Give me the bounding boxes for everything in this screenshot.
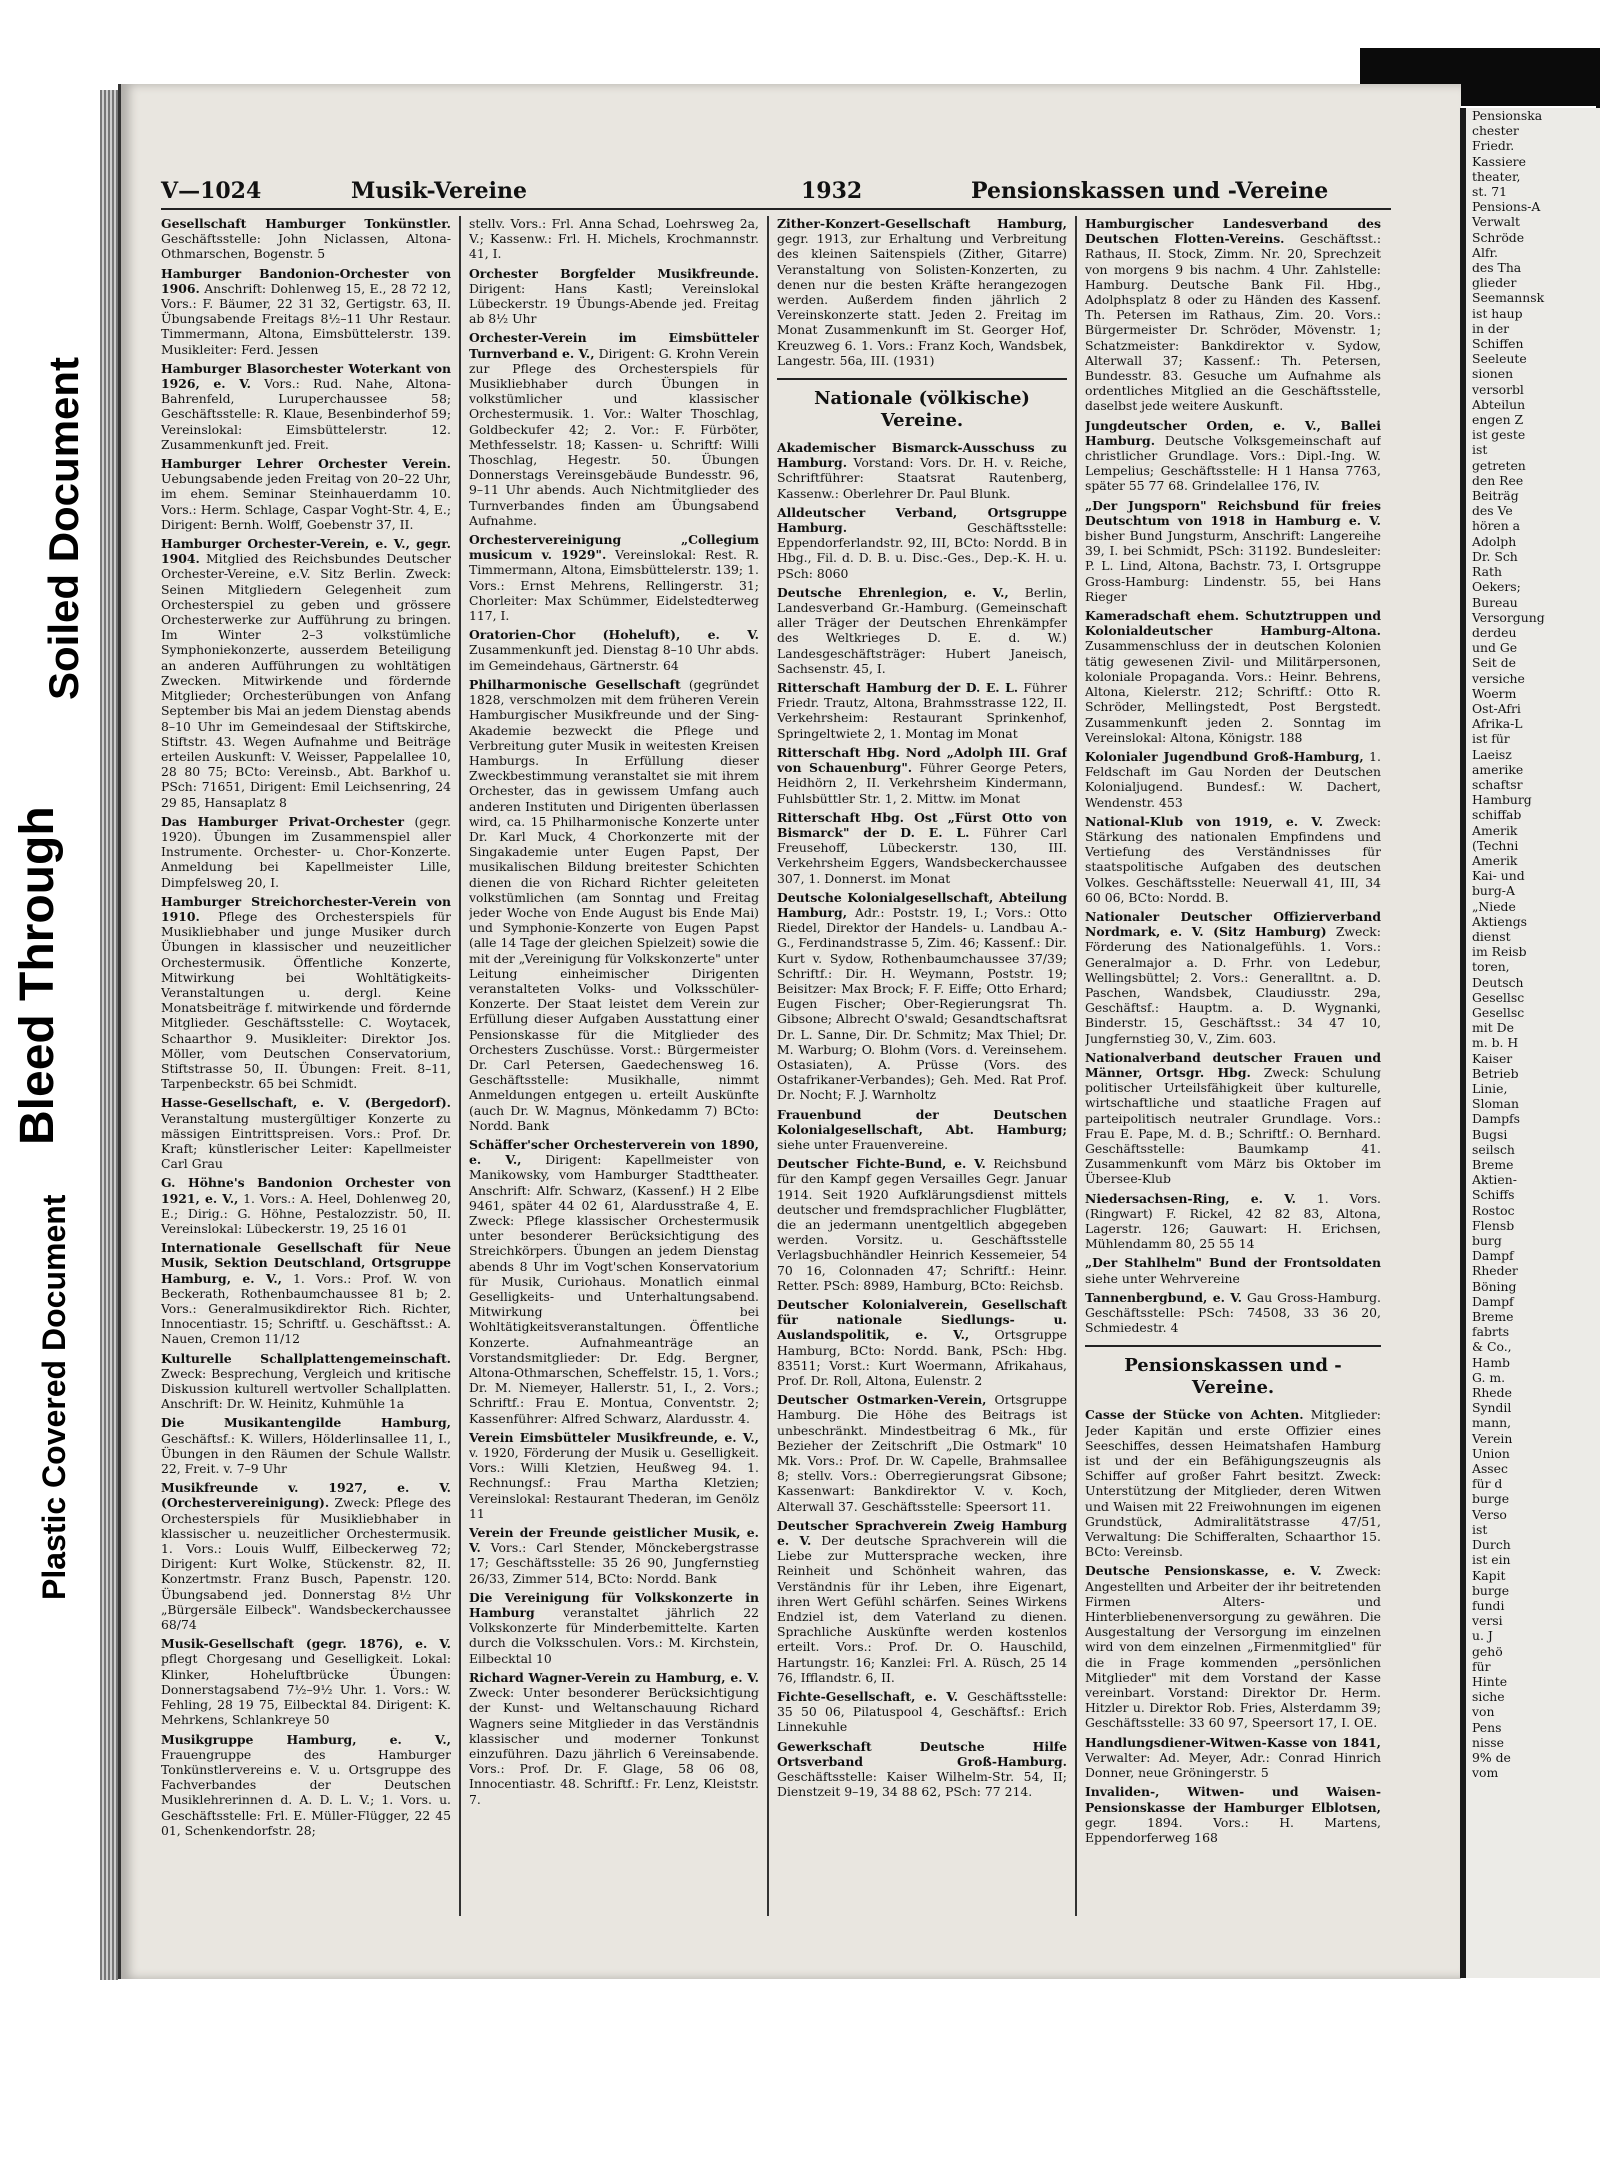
directory-entry	[777, 890, 1067, 1103]
entry-text: Pflege des Orchesterspiels für Musikliebhaber und junge Musiker durch Übungen in klassischer und neuzeitlicher Orchestermusik. Öffentliche Konzerte, Mitwirkung bei Wohltätigkeits-Veranstaltungen u. dergl. Keine Monatsbeiträge f. mitwirkende und fördernde Mitglieder. Geschäftsstelle: C. Woytacek, Schaarthor 9. Musikleiter: Direktor Jos. Möller, vom Deutschen Conservatorium, Stiftstrasse 50, II. Übungen: Freit. 8–11, Tarpenbeckstr. 65 bei Schmidt.	[161, 908, 451, 1092]
entry-text: Zweck: Unter besonderer Berücksichtigung der Kunst- und Weltanschauung Richard Wagners seine Mitglieder in das Verständnis klassischer und moderner Tonkunst einzuführen. Dazu jährlich 6 Vereinsabende. Vors.: Prof. Dr. F. Glage, 58 06 08, Innocentiastr. 48. Schriftf.: Fr. Lenz, Kleiststr. 7.	[469, 1685, 759, 1807]
fragment-line: Hinte	[1472, 1673, 1508, 1689]
fragment-line: hören a	[1472, 518, 1521, 534]
directory-entry	[777, 216, 1067, 368]
fragment-line: Breme	[1472, 1157, 1514, 1173]
fragment-line: Gesellsc	[1472, 1004, 1525, 1020]
fragment-line: burge	[1472, 1582, 1510, 1598]
column-4	[1085, 216, 1381, 1916]
fragment-line: Bugsi	[1472, 1126, 1508, 1142]
entry-name: Ritterschaft Hbg. Nord „Adolph III. Graf von Schauenburg".	[777, 744, 1067, 776]
scanned-page	[118, 84, 1461, 1979]
entry-text: Geschäftsf.: K. Willers, Hölderlinsallee 11, I., Übungen in den Räumen der Schule Wallstr. 22, Freit. v. 7–9 Uhr	[161, 1430, 451, 1477]
directory-entry	[1085, 1563, 1381, 1730]
fragment-line: chester	[1472, 123, 1519, 139]
entry-text: Dirigent: G. Krohn Verein zur Pflege des Orchesterspiels für Musikliebhaber durch Übungen in volkstümlicher und klassischer Orchestermusik. 1. Vor.: Walter Thoschlag, Goldbeckufer 42; 2. Vor.: F. Fürböter, Methfesselstr. 18; Kassen- u. Schriftf: Willi Thoschlag, Hegestr. 50. Übungen Donnerstags Vereinsgebäude Bundesstr. 96, 9–11 Uhr abends. Auch Nichtmitglieder des Turnverbandes finden am Übungsabend Aufnahme.	[469, 345, 759, 528]
entry-text: pflegt Chorgesang und Geselligkeit. Lokal: Klinker, Hoheluftbrücke Übungen: Donnerstagsabend 7½–9½ Uhr. 1. Vors.: W. Fehling, 28 19 75, Eilbecktal 84. Dirigent: K. Mehrkens, Schlankreye 50	[161, 1651, 451, 1728]
directory-entry	[161, 1351, 451, 1412]
entry-name: Orchester Borgfelder Musikfreunde.	[469, 265, 759, 281]
fragment-line: Rath	[1472, 564, 1502, 580]
fragment-line: Rheder	[1472, 1263, 1518, 1279]
fragment-line: Dampf	[1472, 1293, 1514, 1309]
fragment-line: vom	[1472, 1765, 1499, 1781]
directory-entry	[1085, 1735, 1381, 1781]
fragment-line: glieder	[1472, 275, 1517, 291]
fragment-line: G. m.	[1472, 1369, 1506, 1385]
fragment-line: st. 71	[1472, 184, 1507, 200]
directory-entry	[1085, 1784, 1381, 1845]
directory-entry	[161, 1415, 451, 1476]
fragment-line: Union	[1472, 1445, 1510, 1461]
entry-text: Mitglied des Reichsbundes Deutscher Orchester-Vereine, e.V. Sitz Berlin. Zweck: Seinen Mitgliedern Gelegenheit zum Orchesterspiel zu geben und grössere Orchesterwerke zur Aufführung zu bringen. Im Winter 2–3 volkstümliche Symphoniekonzerte, ausserdem Beteiligung an anderen Aufführungen zu wohltätigen Zwecken. Mitwirkende und fördernde Mitglieder; Orchesterübungen von Anfang September bis Mai an jedem Dienstag abends 8–10 Uhr im Gemeindesaal der Stiftskirche, Stiftstr. 43. Wegen Aufnahme und Beiträge erteilen Auskunft: V. Weisser, Pappelallee 10, 28 80 75; BCto: Vereinsb., Abt. Barkhof u. PSch: 71651, Dirigent: Emil Leichsenring, 24 29 85, Hansaplatz 8	[161, 551, 451, 810]
fragment-line: (Techni	[1472, 837, 1519, 853]
entry-name: Verein der Freunde geistlicher Musik, e. V.	[469, 1525, 759, 1556]
entry-name: Casse der Stücke von Achten.	[1085, 1407, 1304, 1423]
directory-entry	[469, 1670, 759, 1807]
directory-entry	[469, 677, 759, 1133]
section-title: Pensionskassen und -Vereine.	[1085, 1345, 1381, 1399]
entry-name: Ritterschaft Hamburg der D. E. L.	[777, 680, 1019, 696]
fragment-line: Gesellsc	[1472, 989, 1525, 1005]
directory-entry	[469, 216, 759, 262]
header-year: 1932	[801, 178, 863, 204]
directory-entry	[1085, 1050, 1381, 1187]
fragment-line: Verwalt	[1472, 214, 1521, 230]
fragment-line: Friedr.	[1472, 138, 1515, 154]
entry-text: Der deutsche Sprachverein will die Liebe zur Muttersprache wecken, ihre Reinheit und Schönheit wahren, das Verständnis für ihr Leben, ihre Eigenart, ihren Wert Gefühl schärfen. Seines Wirkens Endziel ist, dem Vaterland zu dienen. Sprachliche Auskünfte werden kostenlos erteilt. Vors.: Prof. Dr. O. Hauschild, Hartungstr. 16; Kanzlei: Frl. A. Rüsch, 25 14 76, Ifflandstr. 6, II.	[777, 1533, 1067, 1685]
entry-text: v. 1920, Förderung der Musik u. Geselligkeit. Vors.: Willi Kletzien, Heußweg 94. 1. Rechnungsf.: Frau Martha Kletzien; Vereinslokal: Restaurant Thederan, im Genölz 11	[469, 1445, 759, 1521]
entry-name: Deutscher Kolonialverein, Gesellschaft für nationale Siedlungs- u. Auslandspolitik, e. V.,	[777, 1297, 1067, 1343]
fragment-line: ist	[1472, 1521, 1488, 1537]
fragment-line: dienst	[1472, 928, 1511, 944]
fragment-line: Seit de	[1472, 655, 1516, 671]
entry-text: Mitglieder: Jeder Kapitän und erste Offizier eines Seeschiffes, dessen Heimatshafen Hamburg ist und der ein Befähigungszeugnis als Schiffer auf großer Fahrt besitzt. Zweck: Unterstützung der Mitglieder, deren Witwen und Waisen mit 22 Freiwohnungen im eigenen Grundstück, Admiralitätstrasse 47/51, Verwaltung: Die Schifferalten, Schaarthor 15. BCto: Vereinsb.	[1085, 1407, 1381, 1560]
directory-entry	[1085, 216, 1381, 414]
entry-text: Frauengruppe des Hamburger Tonkünstlervereins e. V. u. Ortsgruppe des Fachverbandes der Deutschen Musiklehrerinnen d. A. D. L. V.; 1. Vors. u. Geschäftsstelle: Frl. E. Müller-Flügger, 22 45 01, Schenkendorfstr. 28;	[161, 1746, 451, 1838]
directory-entry	[161, 216, 451, 262]
entry-text: Deutsche Volksgemeinschaft auf christlicher Grundlage. Vors.: Dipl.-Ing. W. Lempelius; Geschäftsstelle: H 1 Hansa 7763, später 55 77 68. Grindelallee 176, IV.	[1085, 432, 1381, 494]
fragment-line: Rostoc	[1472, 1202, 1515, 1218]
fragment-line: Sloman	[1472, 1096, 1520, 1112]
fragment-line: Rhede	[1472, 1385, 1512, 1401]
directory-entry	[777, 1156, 1067, 1293]
entry-text: (gegr. 1920). Übungen im Zusammenspiel aller Instrumente. Orchester- u. Chor-Konzerte. Anmeldung bei Kapellmeister Lille, Dimpfelsweg 20, I.	[161, 813, 451, 890]
entry-text: 1. Vors. (Ringwart) F. Rickel, 42 82 83, Altona, Lagerstr. 126; Gauwart: H. Erichsen, Mühlendamm 80, 25 55 14	[1085, 1190, 1381, 1252]
directory-entry	[777, 810, 1067, 886]
label-soiled-document: Soiled Document	[40, 356, 87, 700]
entry-name: Deutsche Ehrenlegion, e. V.,	[777, 584, 1009, 600]
fragment-line: des Ve	[1472, 503, 1513, 519]
entry-name: Gesellschaft Hamburger Tonkünstler.	[161, 216, 451, 231]
fragment-line: Schiffen	[1472, 336, 1524, 352]
directory-entry	[161, 266, 451, 357]
entry-text: Geschäftsst.: Rathaus, II. Stock, Zimm. Nr. 20, Sprechzeit von morgens 9 bis nachm. 4 Uhr. Zahlstelle: Hamburg. Deutsche Bank Fil. Hbg., Adolphsplatz 8 oder zu Händen des Kassenf. Th. Petersen im Rathaus, Zim. 20. Vors.: Bürgermeister Dr. Schröder, Mövenstr. 1; Schatzmeister: Bankdirektor v. Sydow, Alterwall 37; Kassenf.: Th. Petersen, Bundesstr. 83. Gesuche um Aufnahme als ordentliches Mitglied an die Geschäftsstelle, daselbst jede weitere Auskunft.	[1085, 231, 1381, 414]
fragment-line: u. J	[1472, 1628, 1493, 1644]
fragment-line: Aktien-	[1472, 1172, 1517, 1188]
entry-text: gegr. 1913, zur Erhaltung und Verbreitung des kleinen Saitenspiels (Zither, Gitarre) Veranstaltung von Solisten-Konzerten, zu denen nur die besten Kräfte herangezogen werden. Außerdem finden jährlich 2 Vereinskonzerte statt. Jeden 2. Freitag im Monat Zusammenkunft im St. Georger Hof, Kreuzweg 6. 1. Vors.: Franz Koch, Wandsbek, Langestr. 56a, III. (1931)	[777, 231, 1067, 368]
directory-entry	[469, 1590, 759, 1666]
entry-text: Geschäftsstelle: John Niclassen, Altona-Othmarschen, Bogenstr. 5	[161, 231, 451, 262]
entry-name: Deutsche Pensionskasse, e. V.	[1085, 1563, 1322, 1579]
directory-entry	[777, 1518, 1067, 1685]
entry-text: (gegründet 1828, verschmolzen mit dem früheren Verein Hamburgischer Musikfreunde und der Sing-Akademie bezweckt die Pflege und Verbreitung guter Musik in weitesten Kreisen Hamburgs. In Erfüllung dieser Zweckbestimmung veranstaltet sie mit ihrem Orchester, das in gewissem Umfang auch anderen Instituten und Dirigenten überlassen wird, ca. 15 Philharmonische Konzerte unter Dr. Karl Muck, 4 Chorkonzerte mit der Singakademie unter Eugen Papst, Der musikalischen Bildung breitester Schichten dienen die von Richard Richter geleiteten volkstümlichen (am Sonntag und Freitag jeder Woche von Ende August bis Ende Mai) und Symphonie-Konzerte von Eugen Papst (alle 14 Tage der gleichen Spielzeit) sowie die mit der „Vereinigung für Volkskonzerte" unter Leitung einheimischer Dirigenten veranstalteten Volks- und Volksschüler-Konzerte. Der Staat leistet dem Verein zur Erfüllung dieser Aufgaben Ausstattung einer Pensionskasse für die Mitglieder des Orchesters Zuschüsse. Vorst.: Bürgermeister Dr. Carl Petersen, Gaedechensweg 16. Geschäftsstelle: Musikhalle, nimmt Anmeldungen entgegen u. erteilt Auskünfte (auch Dr. W. Magnus, Mönkedamm 7) BCto: Nordd. Bank	[469, 676, 759, 1133]
fragment-line: Schröde	[1472, 229, 1525, 245]
directory-entry	[469, 1525, 759, 1586]
entry-text: Zweck: Besprechung, Vergleich und kritische Diskussion kulturell wertvoller Schallplatten. Anschrift: Dr. W. Heinitz, Kuhmühle 1a	[161, 1365, 451, 1412]
fragment-line: „Niede	[1472, 898, 1516, 914]
directory-entry	[161, 361, 451, 452]
entry-name: Verein Eimsbütteler Musikfreunde, e. V.,	[469, 1429, 759, 1445]
entry-name: „Der Jungsporn" Reichsbund für freies Deutschtum von 1918 in Hamburg e. V.	[1085, 497, 1381, 528]
directory-entry	[777, 1689, 1067, 1735]
entry-text: Vors.: Rud. Nahe, Altona-Bahrenfeld, Luruperchaussee 58; Geschäftsstelle: R. Klaue, Besenbinderhof 59; Vereinslokal: Eimsbüttelerstr. 12. Zusammenkunft jed. Freit.	[161, 376, 451, 452]
section-title: Nationale (völkische) Vereine.	[777, 378, 1067, 432]
entry-text: Zweck: Schulung politischer Urteilsfähigkeit über kulturelle, wirtschaftliche und staatliche Fragen auf parteipolitisch neutraler Grundlage. Vors.: Frau E. Pape, M. d. B.; Schriftf.: O. Bernhard. Geschäftsstelle: Baumkamp 41. Zusammenkunft vom März bis Oktober im Übersee-Klub	[1085, 1064, 1381, 1187]
fragment-line: für	[1472, 1658, 1491, 1674]
entry-text: Vorstand: Vors. Dr. H. v. Reiche, Schriftführer: Staatsrat Rautenberg, Kassenw.: Oberlehrer Dr. Paul Blunk.	[777, 455, 1067, 501]
entry-text: Anschrift: Dohlenweg 15, E., 28 72 12, Vors.: F. Bäumer, 22 31 32, Gertigstr. 63, II. Übungsabende Freitags 8½–11 Uhr Restaur. Timmermann, Altona, Eimsbüttelerstr. 139. Musikleiter: Ferd. Jessen	[161, 280, 451, 357]
directory-entry	[161, 1480, 451, 1632]
entry-name: Gewerkschaft Deutsche Hilfe Ortsverband Groß-Hamburg.	[777, 1738, 1067, 1769]
directory-entry	[161, 1095, 451, 1171]
directory-entry	[1085, 749, 1381, 810]
fragment-line: fundi	[1472, 1597, 1505, 1613]
entry-name: Zither-Konzert-Gesellschaft Hamburg,	[777, 216, 1067, 231]
fragment-line: Betrieb	[1472, 1065, 1519, 1081]
entry-text: veranstaltet jährlich 22 Volkskonzerte für Minderbemittelte. Karten durch die Volksschulen. Vors.: M. Kirchstein, Eilbecktal 10	[469, 1605, 759, 1666]
fragment-line: und Ge	[1472, 640, 1518, 656]
fragment-line: ist geste	[1472, 427, 1526, 443]
fragment-line: Afrika-L	[1472, 716, 1523, 732]
fragment-line: Deutsch	[1472, 974, 1524, 990]
entry-name: Akademischer Bismarck-Ausschuss zu Hamburg.	[777, 440, 1067, 471]
directory-entry	[1085, 909, 1381, 1046]
entry-text: Zusammenschluss der in deutschen Kolonien tätig gewesenen Zivil- und Militärpersonen, koloniale Propaganda. Vors.: Heinr. Behrens, Altona, Kielerstr. 212; Schriftf.: Otto R. Schröder, Mellingstedt, Post Bergstedt. Zusammenkunft jeden 2. Sonntag im Vereinslokal: Altona, Königstr. 188	[1085, 638, 1381, 745]
entry-name: Hamburger Blasorchester Woterkant von 1926, e. V.	[161, 360, 451, 392]
directory-entry	[469, 330, 759, 528]
column-1	[161, 216, 451, 1916]
entry-text: Zweck: Pflege des Orchesterspiels für Musikliebhaber in klassischer u. neuzeitlicher Orchestermusik. 1. Vors.: Louis Wulff, Eilbeckerweg 72; Dirigent: Kurt Wolke, Stückenstr. 82, II. Konzertmstr. Franz Busch, Papenstr. 120. Übungsabend jed. Donnerstag 8½ Uhr „Bürgersäle Eilbeck". Wandsbeckerchaussee 68/74	[161, 1495, 451, 1633]
entry-name: Hamburger Lehrer Orchester Verein.	[161, 456, 451, 472]
fragment-line: Flensb	[1472, 1217, 1515, 1233]
fragment-line: Adolph	[1472, 533, 1517, 549]
directory-entry	[777, 1297, 1067, 1388]
fragment-line: Breme	[1472, 1309, 1514, 1325]
entry-name: Deutscher Ostmarken-Verein,	[777, 1392, 987, 1408]
fragment-line: amerike	[1472, 761, 1524, 777]
entry-name: Musik-Gesellschaft (gegr. 1876), e. V.	[161, 1636, 451, 1652]
fragment-line: Amerik	[1472, 852, 1518, 868]
entry-text: Gau Gross-Hamburg. Geschäftsstelle: PSch: 74508, 33 36 20, Schmiedestr. 4	[1085, 1289, 1381, 1336]
fragment-line: Linie,	[1472, 1081, 1508, 1096]
entry-text: Geschäftsstelle: 35 50 06, Pilatuspool 4, Geschäftsf.: Erich Linnekuhle	[777, 1689, 1067, 1735]
column-2	[469, 216, 759, 1916]
entry-text: Uebungsabende jeden Freitag von 20–22 Uhr, im ehem. Seminar Steinhauerdamm 10. Vors.: Herm. Schlage, Caspar Voght-Str. 4, E.; Dirigent: Bernh. Wolff, Goebenstr 37, II.	[161, 471, 451, 532]
fragment-line: Dampfs	[1472, 1111, 1520, 1127]
entry-name: Deutsche Kolonialgesellschaft, Abteilung Hamburg,	[777, 889, 1067, 920]
directory-entry	[777, 585, 1067, 676]
fragment-line: versiche	[1472, 670, 1525, 686]
directory-entry	[1085, 1255, 1381, 1285]
fragment-line: Versorgung	[1472, 609, 1545, 625]
fragment-line: Pensions-A	[1472, 199, 1541, 215]
fragment-line: burg-A	[1472, 883, 1515, 899]
directory-entry	[161, 536, 451, 810]
directory-entry	[1085, 498, 1381, 604]
running-header	[161, 172, 1391, 210]
fragment-line: Laeisz	[1472, 746, 1512, 762]
fragment-line: fabrts	[1472, 1324, 1510, 1340]
fragment-line: ist ein	[1472, 1552, 1511, 1568]
adjacent-page-fragment	[1460, 108, 1600, 1978]
entry-name: Die Musikantengilde Hamburg,	[161, 1415, 451, 1431]
fragment-line: Aktiengs	[1472, 913, 1528, 929]
fragment-line: Kai- und	[1472, 868, 1525, 884]
entry-name: Invaliden-, Witwen- und Waisen-Pensionskasse der Hamburger Elblotsen,	[1085, 1784, 1381, 1815]
label-bleed-through: Bleed Through	[11, 806, 64, 1145]
directory-entry	[1085, 814, 1381, 905]
fragment-line: ist	[1472, 442, 1488, 458]
entry-text: Geschäftsstelle: Kaiser Wilhelm-Str. 54, II; Dienstzeit 9–19, 34 88 62, PSch: 77 214.	[777, 1769, 1067, 1800]
entry-name: Jungdeutscher Orden, e. V., Ballei Hamburg.	[1085, 417, 1381, 448]
entry-name: Kolonialer Jugendbund Groß-Hamburg,	[1085, 748, 1364, 764]
entry-name: Handlungsdiener-Witwen-Kasse von 1841,	[1085, 1734, 1381, 1750]
entry-name: Deutscher Sprachverein Zweig Hamburg e. V.	[777, 1517, 1067, 1549]
entry-text: Berlin, Landesverband Gr.-Hamburg. (Gemeinschaft aller Träger der Deutschen Ehrenkämpfer des Weltkrieges D. E. d. W.) Landesgeschäftsträger: Hubert Janeisch, Sachsenstr. 45, I.	[777, 584, 1067, 676]
entry-name: Musikfreunde v. 1927, e. V. (Orchestervereinigung).	[161, 1480, 451, 1511]
directory-entry	[469, 1137, 759, 1426]
fragment-line: Schiffs	[1472, 1187, 1515, 1203]
fragment-line: mit De	[1472, 1020, 1514, 1036]
entry-text: Dirigent: Kapellmeister von Manikowsky, vom Hamburger Stadttheater. Anschrift: Alfr. Schwarz, (Kassenf.) H 2 Elbe 9461, später 44 02 61, Alardusstraße 4, E. Zweck: Pflege klassischer Orchestermusik unter besonderer Berücksichtigung des Streichkörpers. Übungen an jedem Dienstag abends 8 Uhr im Vogt'schen Konservatorium für Musik, Curiohaus. Monatlich einmal Geselligkeits- und Unterhaltungsabend. Mitwirkung bei Wohltätigkeitsveranstaltungen. Öffentliche Konzerte. Aufnahmeanträge an Vorstandsmitglieder: Dr. Edg. Bergner, Altona-Othmarschen, Scheffelstr. 15, 1. Vors.; Dr. M. Niemeyer, Hallerstr. 51, I., 2. Vors.; Schriftf.: Frau E. Montua, Conventstr. 2; Kassenführer: Alfred Schwarz, Alardusstr. 4.	[469, 1152, 759, 1426]
fragment-line: seilsch	[1472, 1141, 1515, 1157]
entry-text: Zweck: Stärkung des nationalen Empfindens und Vertiefung des Verständnisses für staatspolitische Aufgaben des deutschen Volkes. Geschäftsstelle: Neuerwall 41, III, 34 60 06, BCto: Nordd. B.	[1085, 813, 1381, 905]
entry-name: Deutscher Fichte-Bund, e. V.	[777, 1156, 986, 1172]
column-rule-3	[1075, 216, 1077, 1916]
entry-name: Hamburger Streichorchester-Verein von 1910.	[161, 893, 451, 924]
column-rule-1	[459, 216, 461, 1916]
entry-name: G. Höhne's Bandonion Orchester von 1921, e. V.,	[161, 1175, 451, 1206]
column-rule-2	[767, 216, 769, 1916]
entry-name: Kameradschaft ehem. Schutztruppen und Kolonialdeutscher Hamburg-Altona.	[1085, 608, 1381, 639]
fragment-line: Bureau	[1472, 594, 1518, 610]
fragment-line: im Reisb	[1472, 944, 1527, 960]
fragment-line: Kapit	[1472, 1567, 1506, 1583]
entry-text: siehe unter Wehrvereine	[1085, 1270, 1240, 1286]
directory-entry	[1085, 1191, 1381, 1252]
entry-name: Schäffer'scher Orchesterverein von 1890, e. V.,	[469, 1136, 759, 1168]
entry-name: Philharmonische Gesellschaft	[469, 676, 681, 692]
fragment-line: Pens	[1472, 1719, 1502, 1735]
directory-entry	[1085, 1407, 1381, 1559]
book-page-edges	[100, 90, 118, 1980]
fragment-line: burge	[1472, 1491, 1510, 1507]
fragment-line: Dampf	[1472, 1248, 1514, 1264]
fragment-line: Durch	[1472, 1537, 1511, 1553]
fragment-line: Hamburg	[1472, 792, 1532, 808]
directory-entry	[161, 1175, 451, 1236]
entry-name: Orchester-Verein im Eimsbütteler Turnverband e. V.,	[469, 330, 759, 361]
fragment-line: von	[1472, 1704, 1495, 1720]
entry-text: Verwalter: Ad. Meyer, Adr.: Conrad Hinrich Donner, neue Gröningerstr. 5	[1085, 1749, 1381, 1781]
entry-text: Dirigent: Hans Kastl; Vereinslokal Lübeckerstr. 19 Übungs-Abende jed. Freitag ab 8½ Uhr	[469, 280, 759, 327]
entry-name: Oratorien-Chor (Hoheluft), e. V.	[469, 627, 759, 643]
directory-entry	[777, 1392, 1067, 1514]
directory-entry	[777, 440, 1067, 501]
entry-name: Niedersachsen-Ring, e. V.	[1085, 1190, 1296, 1206]
fragment-line: engen Z	[1472, 412, 1524, 428]
entry-name: Die Vereinigung für Volkskonzerte in Hamburg	[469, 1589, 759, 1621]
fragment-line: & Co.,	[1472, 1339, 1512, 1355]
fragment-line: siche	[1472, 1689, 1505, 1705]
fragment-line: in der	[1472, 320, 1510, 336]
fragment-line: getreten	[1472, 457, 1526, 473]
entry-text: gegr. 1894. Vors.: H. Martens, Eppendorferweg 168	[1085, 1814, 1381, 1845]
directory-entry	[469, 266, 759, 327]
fragment-line: gehö	[1472, 1643, 1503, 1659]
entry-text: bisher Bund Jungsturm, Anschrift: Langereihe 39, I. bei Schmidt, PSch: 31192. Bundesleiter: P. L. Lind, Altona, Bachstr. 73, I. Ortsgruppe Gross-Hamburg: Lindenstr. 55, bei Hans Rieger	[1085, 528, 1381, 604]
fragment-line: schiffab	[1472, 807, 1522, 823]
fragment-line: Dr. Sch	[1472, 548, 1518, 564]
entry-text: Veranstaltung mustergültiger Konzerte zu mässigen Eintrittspreisen. Vors.: Prof. Dr. Kraft; künstlerischer Leiter: Kapellmeister Carl Grau	[161, 1110, 451, 1172]
header-right-title: Pensionskassen und -Vereine	[971, 178, 1329, 204]
entry-text: Führer George Peters, Heidhörn 2, II. Verkehrsheim Kindermann, Fuhlsbüttler Str. 1, 2. Mittw. im Monat	[777, 760, 1067, 806]
entry-name: Fichte-Gesellschaft, e. V.	[777, 1689, 959, 1705]
fragment-line: ist haup	[1472, 305, 1523, 321]
fragment-line: theater,	[1472, 168, 1521, 184]
entry-name: Ritterschaft Hbg. Ost „Fürst Otto von Bismarck" der D. E. L.	[777, 809, 1067, 840]
directory-entry	[1085, 418, 1381, 494]
directory-entry	[777, 505, 1067, 581]
fragment-line: Seemannsk	[1472, 290, 1545, 306]
entry-name: Nationaler Deutscher Offizierverband Nordmark, e. V. (Sitz Hamburg)	[1085, 908, 1381, 940]
fragment-line: sionen	[1472, 366, 1514, 382]
fragment-line: Verein	[1472, 1430, 1513, 1446]
entry-name: Kulturelle Schallplattengemeinschaft.	[161, 1350, 451, 1366]
fragment-line: Beiträg	[1472, 488, 1519, 504]
entry-text: siehe unter Frauenvereine.	[777, 1136, 949, 1152]
entry-name: Musikgruppe Hamburg, e. V.,	[161, 1731, 451, 1747]
entry-text: stellv. Vors.: Frl. Anna Schad, Loehrsweg 2a, V.; Kassenw.: Frl. H. Michels, Krochmannstr. 41, I.	[469, 216, 759, 262]
fragment-line: burg	[1472, 1233, 1502, 1249]
directory-entry	[777, 1739, 1067, 1800]
fragment-line: Verso	[1472, 1506, 1507, 1522]
fragment-line: Böning	[1472, 1278, 1517, 1294]
fragment-line: Assec	[1472, 1461, 1508, 1477]
entry-text: Führer Friedr. Trautz, Altona, Brahmsstrasse 122, II. Verkehrsheim: Restaurant Sprinkenhof, Springeltwiete 2, 1. Montag im Monat	[777, 680, 1067, 741]
entry-text: Vereinslokal: Rest. R. Timmermann, Altona, Eimsbüttelerstr. 139; 1. Vors.: Ernst Mehrens, Rellingerstr. 31; Chorleiter: Max Schümmer, Eidelstedterweg 117, I.	[469, 547, 759, 624]
entry-text: Zweck: Angestellten und Arbeiter der ihr beitretenden Firmen Alters- und Hinterbliebenenversorgung zu gewähren. Die Ausgestaltung der Versorgung im einzelnen wird von dem einzelnen „Firmenmitglied" für die in Frage kommenden „persönlichen Mitglieder" mit dem Vorstand der Kasse vereinbart. Vorstand: Direktor Dr. Herm. Hitzler u. Direktor Rob. Fries, Alsterdamm 39; Geschäftsstelle: 33 60 97, Speersort 17, I. OE.	[1085, 1563, 1381, 1731]
entry-name: Tannenbergbund, e. V.	[1085, 1289, 1242, 1305]
entry-name: Hamburgischer Landesverband des Deutschen Flotten-Vereins.	[1085, 216, 1381, 247]
fragment-line: Amerik	[1472, 822, 1518, 838]
entry-name: „Der Stahlhelm" Bund der Frontsoldaten	[1085, 1255, 1381, 1271]
entry-text: Ortsgruppe Hamburg, BCto: Nordd. Bank, PSch: Hbg. 83511; Vorst.: Kurt Woermann, Afrikahaus, Prof. Dr. Roll, Altona, Eulenstr. 2	[777, 1327, 1067, 1389]
entry-name: Das Hamburger Privat-Orchester	[161, 813, 405, 829]
entry-name: Nationalverband deutscher Frauen und Männer, Ortsgr. Hbg.	[1085, 1049, 1381, 1080]
fragment-line: versorbl	[1472, 381, 1524, 397]
directory-entry	[161, 456, 451, 532]
fragment-line: Kassiere	[1472, 153, 1526, 169]
fragment-line: m. b. H	[1472, 1035, 1519, 1051]
fragment-line: mann,	[1472, 1415, 1512, 1431]
entry-text: 1. Feldschaft im Gau Norden der Deutschen Kolonialjugend. Bundesf.: W. Dachert, Wendenstr. 453	[1085, 748, 1381, 810]
fragment-line: schaftsr	[1472, 776, 1523, 792]
fragment-line: 9% de	[1472, 1749, 1511, 1765]
fragment-line: Abteilun	[1472, 396, 1526, 412]
fragment-line: Ost-Afri	[1472, 700, 1521, 716]
fragment-line: Oekers;	[1472, 579, 1521, 595]
directory-entry	[777, 1107, 1067, 1153]
fragment-line: Pensionska	[1472, 108, 1543, 123]
directory-entry	[161, 1240, 451, 1346]
fragment-line: Kaiser	[1472, 1050, 1513, 1066]
fragment-line: für d	[1472, 1476, 1503, 1492]
directory-entry	[1085, 608, 1381, 745]
header-left-title: Musik-Vereine	[351, 178, 527, 204]
fragment-line: Alfr.	[1472, 244, 1498, 260]
entry-name: Internationale Gesellschaft für Neue Musik, Sektion Deutschland, Ortsgruppe Hamburg, e. V.,	[161, 1240, 451, 1286]
fragment-line: derdeu	[1472, 624, 1517, 640]
entry-name: Alldeutscher Verband, Ortsgruppe Hamburg.	[777, 504, 1067, 536]
entry-name: Hamburger Orchester-Verein, e. V., gegr. 1904.	[161, 536, 451, 567]
directory-entry	[777, 680, 1067, 741]
entry-text: Ortsgruppe Hamburg. Die Höhe des Beitrags ist unbeschränkt. Mindestbeitrag 6 Mk., für Bezieher der Zeitschrift „Die Ostmark" 10 Mk. Vors.: Prof. Dr. W. Capelle, Brahmsallee 8; stellv. Vors.: Oberregierungsrat Gibsone; Kassenwart: Bankdirektor V. v. Koch, Alterwall 37. Geschäftsstelle: Speersort 11.	[777, 1392, 1067, 1514]
page-number: V—1024	[161, 178, 262, 204]
directory-entry	[161, 894, 451, 1092]
entry-name: Hasse-Gesellschaft, e. V. (Bergedorf).	[161, 1095, 451, 1111]
fragment-line: den Ree	[1472, 472, 1524, 488]
entry-name: Hamburger Bandonion-Orchester von 1906.	[161, 265, 451, 296]
fragment-line: toren,	[1472, 959, 1510, 975]
fragment-line: nisse	[1472, 1734, 1504, 1750]
entry-name: National-Klub von 1919, e. V.	[1085, 813, 1324, 829]
column-3	[777, 216, 1067, 1916]
entry-text: Vors.: Carl Stender, Mönckebergstrasse 17; Geschäftsstelle: 35 26 90, Jungfernstieg 26/33, Zimmer 514, BCto: Nordd. Bank	[469, 1540, 759, 1586]
directory-entry	[161, 1732, 451, 1838]
entry-name: Orchestervereinigung „Collegium musicum v. 1929".	[469, 532, 759, 563]
entry-text: Adr.: Poststr. 19, I.; Vors.: Otto Riedel, Direktor der Handels- u. Landbau A.-G., Ferdinandstrasse 5, Zim. 46; Kassenf.: Dir. Kurt v. Sydow, Rothenbaumchaussee 37/39; Schriftf.: Dir. H. Weymann, Poststr. 19; Beisitzer: Max Brock; F. F. Eiffe; Otto Erhard; Eugen Fischer; Ober-Regierungsrat Th. Gibsone; Albrecht O'swald; Gesandtschaftsrat Dr. L. Sanne, Dir. Dr. Schmitz; Max Thiel; Dr. M. Warburg; O. Blohm (Vors. d. Vereinsehem. Ostasiaten), A. Prüsse (Vors. des Ostafrikaner-Verbandes); Geh. Med. Rat Prof. Dr. Nocht; F. J. Warnholtz	[777, 904, 1067, 1103]
fragment-line: Hamb	[1472, 1354, 1510, 1370]
directory-entry	[469, 627, 759, 673]
entry-text: Reichsbund für den Kampf gegen Versailles Gegr. Januar 1914. Seit 1920 Aufklärungsdienst mittels deutscher und fremdsprachlicher Flugblätter, die an jedermann unentgeltlich abgegeben werden. Vorsitz. u. Geschäftsstelle Verlagsbuchhändler Heinrich Kessemeier, 54 70 16, Colonnaden 47; Schriftf.: Heinr. Retter. PSch: 8989, Hamburg, BCto: Reichsb.	[777, 1156, 1067, 1293]
entry-text: Geschäftsstelle: Eppendorferlandstr. 92, III, BCto: Nordd. B in Hbg., Fil. d. D. B. u. Disc.-Ges., Dep.-K. H. u. PSch: 8060	[777, 520, 1067, 581]
entry-text: 1. Vors.: A. Heel, Dohlenweg 20, E.; Dirig.: G. Höhne, Pestalozzistr. 50, II. Vereinslokal: Lübeckerstr. 19, 25 16 01	[161, 1190, 451, 1236]
fragment-line: des Tha	[1472, 260, 1522, 276]
entry-name: Richard Wagner-Verein zu Hamburg, e. V.	[469, 1669, 759, 1685]
directory-entry	[161, 1636, 451, 1727]
entry-text: Führer Carl Freusehoff, Lübeckerstr. 130, III. Verkehrsheim Eggers, Wandsbeckerchaussee 307, 1. Donnerst. im Monat	[777, 824, 1067, 886]
directory-entry	[777, 745, 1067, 806]
entry-text: Zweck: Förderung des Nationalgefühls. 1. Vors.: Generalmajor a. D. Frhr. von Ledebur, Wellingsbüttel; 2. Vors.: Generalltnt. a. D. Paschen, Wandsbek, Claudiusstr. 29a, Geschäftsf.: Hauptm. a. D. Wygnanki, Binderstr. 15, Geschäftsst.: 34 47 10, Jungfernstieg 30, V., Zim. 603.	[1085, 924, 1381, 1046]
entry-text: 1. Vors.: Prof. W. von Beckerath, Rothenbaumchaussee 81 b; 2. Vors.: Generalmusikdirektor Rich. Richter, Innocentiastr. 15; Schriftf. u. Geschäftsst.: A. Nauen, Cremon 11/12	[161, 1270, 451, 1347]
directory-entry	[1085, 1290, 1381, 1336]
fragment-line: Woerm	[1472, 685, 1517, 701]
entry-text: Zusammenkunft jed. Dienstag 8–10 Uhr abds. im Gemeindehaus, Gärtnerstr. 64	[469, 642, 759, 673]
entry-name: Frauenbund der Deutschen Kolonialgesellschaft, Abt. Hamburg;	[777, 1106, 1067, 1137]
directory-entry	[469, 532, 759, 623]
fragment-line: versi	[1472, 1613, 1503, 1629]
fragment-line: ist für	[1472, 731, 1510, 747]
directory-entry	[469, 1430, 759, 1521]
directory-entry	[161, 814, 451, 890]
fragment-line: Syndil	[1472, 1400, 1512, 1416]
label-plastic-covered: Plastic Covered Document	[36, 1194, 72, 1600]
fragment-line: Seeleute	[1472, 351, 1527, 367]
